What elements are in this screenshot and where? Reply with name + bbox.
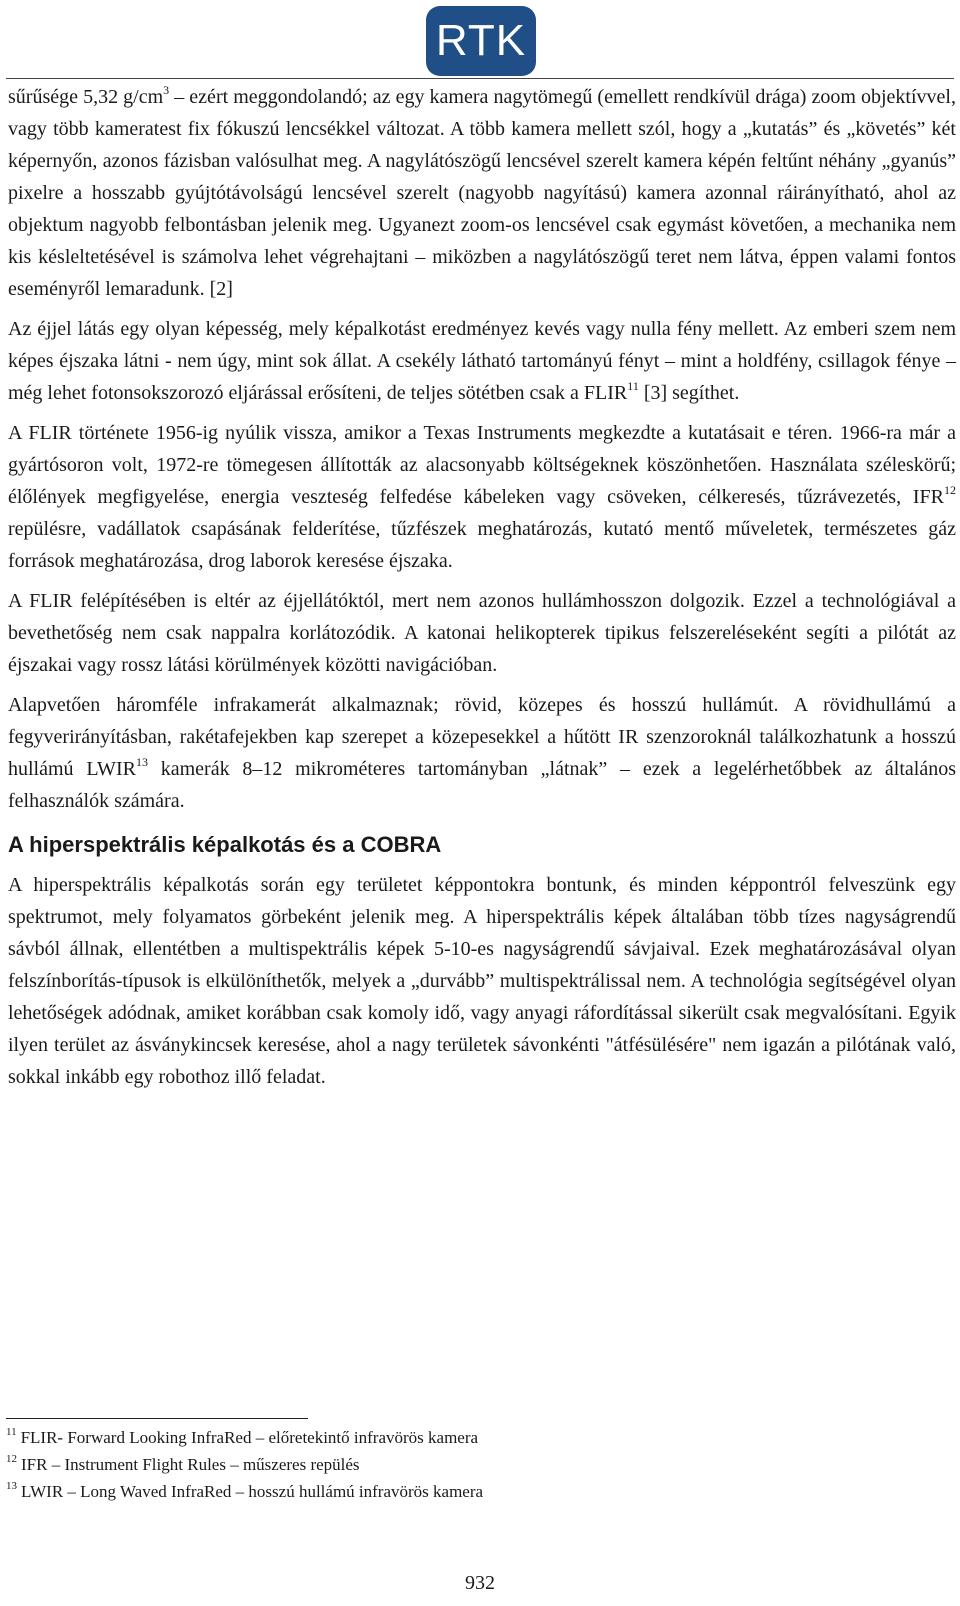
footnote-divider — [6, 1418, 308, 1419]
page-number: 932 — [465, 1572, 495, 1594]
section-heading: A hiperspektrális képalkotás és a COBRA — [8, 832, 442, 857]
paragraph-1: sűrűsége 5,32 $g/cm^3$ – ezért meggondolandó; az egy kamera nagytömegű (emellett rendkívül drága) zoom objektívvel, vagy több kameratest fix fókuszú lencsékkel változat. A több kamera mellett szól, hogy a „kutatás” és „követés” két képernyőn, azonos fázisban valósulhat meg. A nagylátószögű lencsével szerelt kamera képén feltűnt néhány „gyanús” pixelre a hosszabb gyújtótávolságú lencsével szerelt (nagyobb nagyítású) kamera azonnal ráirányítható, ahol az objektum nagyobb felbontásban jelenik meg. Ugyanezt zoom-os lencsével csak egymást követően, a mechanika nem kis késleltetésével is számolva lehet végrehajtani – miközben a nagylátószögű teret nem látva, éppen valami fontos eseményről lemaradunk. [2] — [8, 83, 956, 300]
footnote-11: $^{11}$ FLIR- Forward Looking InfraRed – előretekintő infravörös kamera — [6, 1426, 479, 1447]
footnotes — [6, 1424, 946, 1505]
superscript-3: 3 — [163, 83, 170, 97]
footnote-ref-12: 12 — [944, 483, 956, 497]
logo-text: RTK — [435, 16, 527, 65]
rtk-logo — [426, 6, 536, 76]
page-body — [8, 81, 956, 1093]
section-paragraph: A hiperspektrális képalkotás során egy területet képpontokra bontunk, és minden képpontról felveszünk egy spektrumot, mely folyamatos görbeként jelenik meg. A hiperspektrális képek általában több tízes nagyságrendű sávból állnak, ellentétben a multispektrális képek 5-10-es nagyságrendű sávjaival. Ezek meghatározásával olyan felszínborítás-típusok is elkülöníthetők, melyek a „durvább” multispektrálissal nem. A technológia segítségével olyan lehetőségek adódnak, amiket korábban csak komoly idő, vagy anyagi ráfordítással sikerült csak megvalósítani. Egyik ilyen terület az ásványkincsek keresése, ahol a nagy területek sávonkénti "átfésülésére" nem igazán a pilótának való, sokkal inkább egy robothoz illő feladat. — [8, 874, 956, 1088]
paragraph-2: Az éjjel látás egy olyan képesség, mely képalkotást eredményez kevés vagy nulla fény mellett. Az emberi szem nem képes éjszaka látni - nem úgy, mint sok állat. A csekély látható tartományú fényt – mint a holdfény, csillagok fénye – még lehet fotonsokszorozó eljárással erősíteni, de teljes sötétben csak a FLIR$^{11}$ [3] segíthet. — [8, 318, 956, 404]
footnote-12: $^{12}$ IFR – Instrument Flight Rules – műszeres repülés — [6, 1453, 360, 1474]
footnote-13: $^{13}$ LWIR – Long Waved InfraRed – hosszú hullámú infravörös kamera — [6, 1480, 484, 1501]
paragraph-5: Alapvetően háromféle infrakamerát alkalmaznak; rövid, közepes és hosszú hullámút. A rövidhullámú a fegyverirányításban, rakétafejekben kap szerepet a közepesekkel a hűtött IR szenzoroknál találkozhatunk a hosszú hullámú LWIR$^{13}$ kamerák 8–12 mikrométeres tartományban „látnak” – ezek a legelérhetőbbek az általános felhasználók számára. — [8, 694, 957, 812]
footnote-ref-13: 13 — [135, 755, 148, 769]
paragraph-4: A FLIR felépítésében is eltér az éjjellátóktól, mert nem azonos hullámhosszon dolgozik. Ezzel a technológiával a bevethetőség nem csak nappalra korlátozódik. A katonai helikopterek tipikus felszereléseként segíti a pilótát az éjszakai vagy rossz látási körülmények közötti navigációban. — [8, 590, 956, 676]
footnote-ref-11: 11 — [627, 379, 639, 393]
header-divider — [6, 78, 954, 79]
paragraph-3: A FLIR története 1956-ig nyúlik vissza, amikor a Texas Instruments megkezdte a kutatásait e téren. 1966-ra már a gyártósoron volt, 1972-re tömegesen állították az alacsonyabb költségeknek köszönhetően. Használata széleskörű; élőlények megfigyelése, energia veszteség felfedése kábeleken vagy csöveken, célkeresés, tűzrávezetés, IFR$^{12}$ repülésre, vadállatok csapásának felderítése, tűzfészek meghatározás, kutató mentő műveletek, természetes gáz források meghatározása, drog laborok keresése éjszaka. — [8, 422, 956, 572]
